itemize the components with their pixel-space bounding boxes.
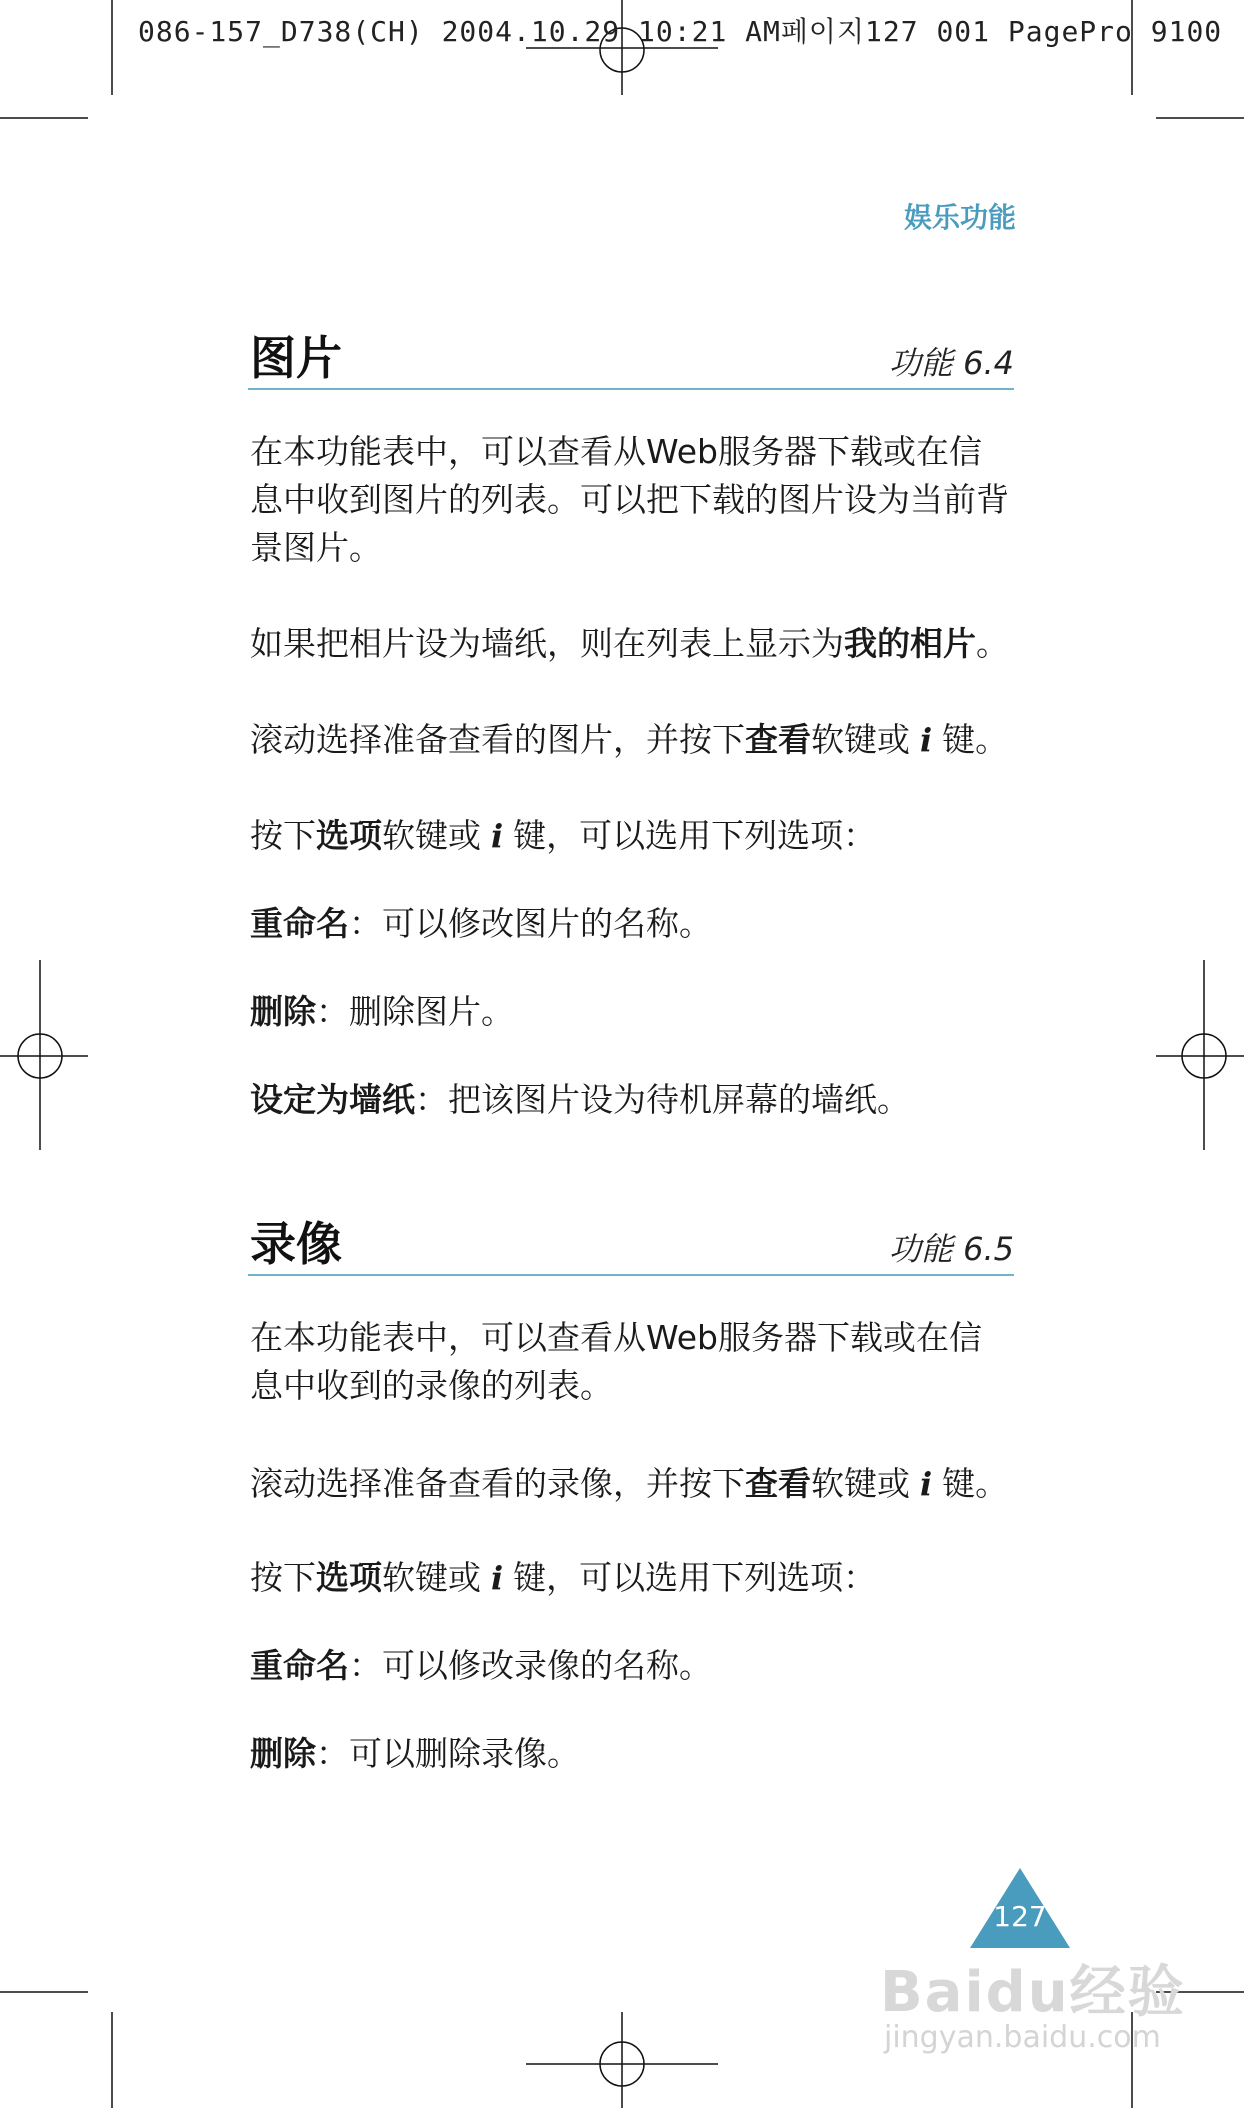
section-title-videos: 录像 <box>250 1217 342 1271</box>
i-key-icon: i <box>491 817 504 855</box>
print-header: 086-157_D738(CH) 2004.10.29 10:21 AM페이지127 001 PagePro 9100 <box>138 15 1223 48</box>
watermark-logo: Baidu经验 <box>880 1960 1186 2025</box>
function-number: 功能 6.5 <box>888 1230 1014 1268</box>
text: 滚动选择准备查看的图片，并按下 <box>250 720 745 759</box>
watermark-url: jingyan.baidu.com <box>884 2020 1161 2055</box>
option-desc: ：可以删除录像。 <box>316 1734 580 1773</box>
option-item <box>250 988 1030 1036</box>
option-name: 设定为墙纸 <box>250 1080 415 1119</box>
i-key-icon: i <box>920 721 933 759</box>
scroll-instruction <box>250 716 1030 764</box>
text: 软键或 <box>811 720 910 759</box>
text: 键，可以选用下列选项： <box>513 1558 877 1597</box>
text: 如果把相片设为墙纸，则在列表上显示为 <box>250 624 844 663</box>
option-name: 重命名 <box>250 904 349 943</box>
option-desc: ：可以修改图片的名称。 <box>349 904 712 943</box>
intro-paragraph: 在本功能表中，可以查看从Web服务器下载或在信息中收到图片的列表。可以把下载的图片设为当前背景图片。 <box>250 432 1009 567</box>
wallpaper-note <box>250 620 1030 668</box>
scroll-instruction <box>250 1460 1030 1508</box>
options-softkey-label: 选项 <box>316 816 382 855</box>
options-softkey-label: 选项 <box>316 1558 382 1597</box>
text: 软键或 <box>811 1464 910 1503</box>
i-key-icon: i <box>491 1559 504 1597</box>
page-number: 127 <box>993 1900 1047 1933</box>
text: 键。 <box>942 1464 1009 1503</box>
view-softkey-label: 查看 <box>745 720 811 759</box>
text: 按下 <box>250 1558 316 1597</box>
options-instruction <box>250 1554 1030 1602</box>
text: 按下 <box>250 816 316 855</box>
i-key-icon: i <box>920 1465 933 1503</box>
option-desc: ：可以修改录像的名称。 <box>349 1646 712 1685</box>
section-title-pictures: 图片 <box>250 331 342 385</box>
section-divider <box>248 1274 1014 1276</box>
option-name: 重命名 <box>250 1646 349 1685</box>
option-item <box>250 900 1030 948</box>
option-item <box>250 1076 1030 1124</box>
chapter-label: 娱乐功能 <box>903 201 1016 234</box>
option-desc: ：删除图片。 <box>316 992 514 1031</box>
text: 。 <box>976 624 1009 663</box>
options-instruction <box>250 812 1030 860</box>
text: 滚动选择准备查看的录像，并按下 <box>250 1464 745 1503</box>
bold-term: 我的相片 <box>844 624 976 663</box>
function-number: 功能 6.4 <box>888 344 1014 382</box>
view-softkey-label: 查看 <box>745 1464 811 1503</box>
option-desc: ：把该图片设为待机屏幕的墙纸。 <box>415 1080 910 1119</box>
intro-paragraph: 在本功能表中，可以查看从Web服务器下载或在信息中收到的录像的列表。 <box>250 1318 982 1405</box>
text: 软键或 <box>382 1558 481 1597</box>
option-name: 删除 <box>250 992 316 1031</box>
text: 键，可以选用下列选项： <box>513 816 877 855</box>
section-divider <box>248 388 1014 390</box>
text: 软键或 <box>382 816 481 855</box>
option-item <box>250 1730 1030 1778</box>
text: 键。 <box>942 720 1009 759</box>
option-name: 删除 <box>250 1734 316 1773</box>
option-item <box>250 1642 1030 1690</box>
